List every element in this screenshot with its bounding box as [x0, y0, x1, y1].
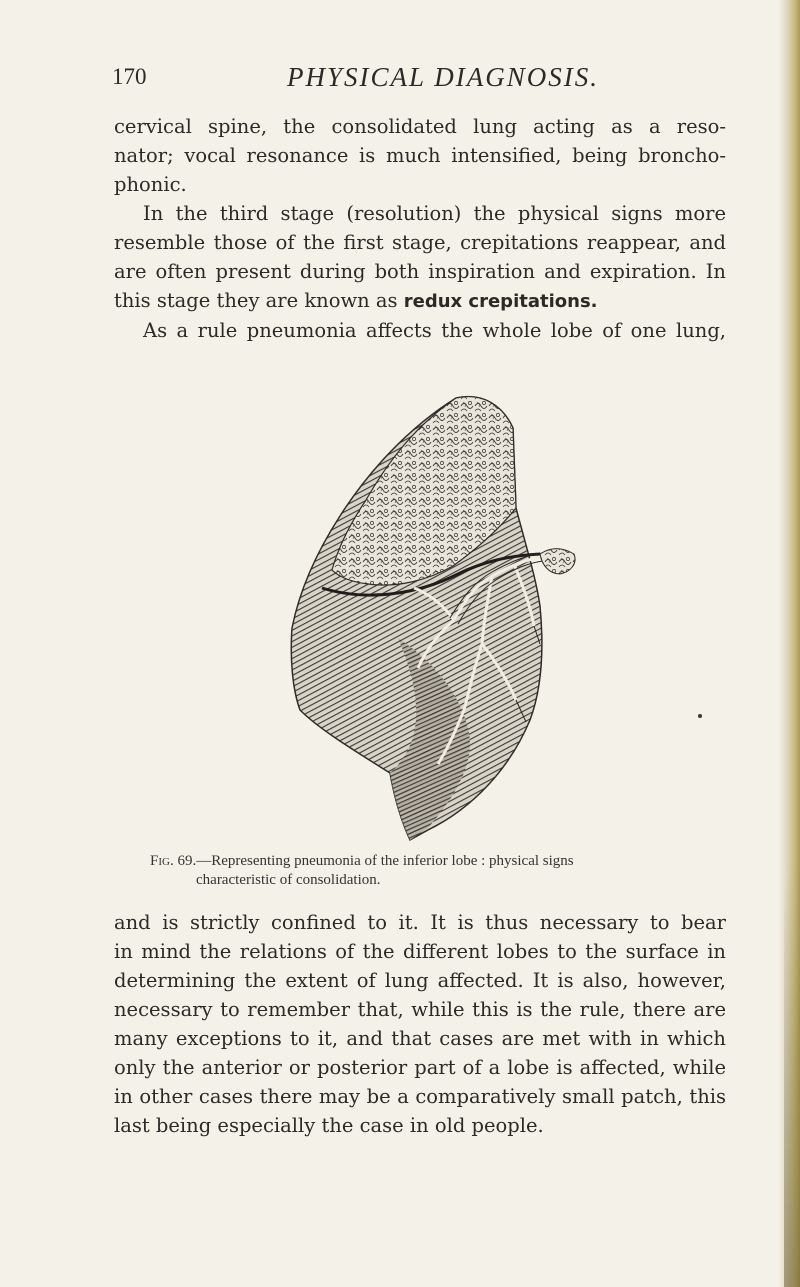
running-head — [112, 62, 722, 96]
running-title: PHYSICAL DIAGNOSIS. — [287, 62, 600, 92]
text-run: this stage they are known as — [114, 289, 404, 312]
top-text-block — [114, 112, 726, 345]
text-line: determining the extent of lung affected. It is also, however, — [114, 969, 726, 992]
text-line: As a rule pneumonia affects the whole lobe of one lung, — [143, 319, 726, 342]
text-line: and is strictly confined to it. It is thus necessary to bear — [114, 911, 726, 934]
text-line: phonic. — [114, 173, 187, 196]
text-line: are often present during both inspiration and expiration. In — [114, 260, 726, 283]
text-line: many exceptions to it, and that cases are met with in which — [114, 1027, 726, 1050]
caption-text: —Representing pneumonia of the inferior lobe : physical signs — [196, 853, 574, 869]
text-line: last being especially the case in old people. — [114, 1114, 544, 1137]
speck — [698, 714, 702, 718]
lung-illustration — [278, 388, 718, 848]
text-line: cervical spine, the consolidated lung acting as a reso- — [114, 115, 726, 138]
lung-engraving — [278, 388, 718, 848]
page-edge-stain — [784, 867, 800, 1287]
figure-caption — [150, 852, 710, 890]
bottom-text-block — [114, 908, 726, 1140]
text-line: only the anterior or posterior part of a lobe is affected, while — [114, 1056, 726, 1079]
bold-term: redux crepitations. — [403, 291, 598, 312]
text-line: in mind the relations of the different lobes to the surface in — [114, 940, 726, 963]
caption-line — [150, 852, 710, 871]
text-line: nator; vocal resonance is much intensified, being broncho- — [114, 144, 726, 167]
text-line — [114, 286, 726, 316]
text-line: in other cases there may be a comparatively small patch, this — [114, 1085, 726, 1108]
text-line: resemble those of the first stage, crepitations reappear, and — [114, 231, 726, 254]
text-line: In the third stage (resolution) the physical signs more — [143, 202, 726, 225]
page-number: 170 — [112, 64, 147, 89]
figure-label: Fig. 69. — [150, 853, 197, 869]
caption-line: characteristic of consolidation. — [196, 872, 381, 888]
hilum-vessels — [540, 549, 575, 574]
text-line: necessary to remember that, while this is the rule, there are — [114, 998, 726, 1021]
